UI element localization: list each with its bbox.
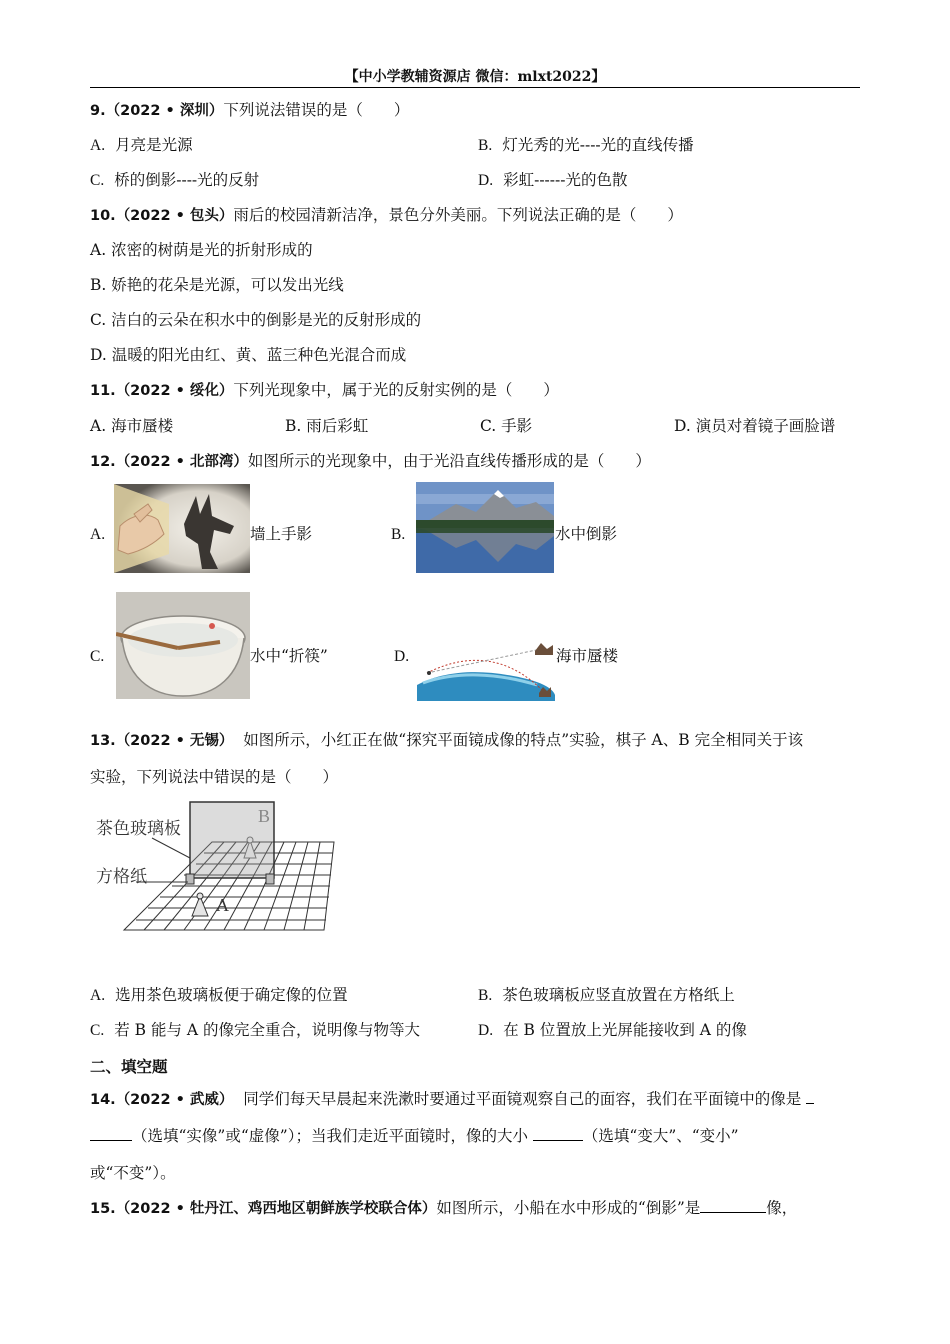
- water-reflection-image: [416, 482, 554, 573]
- question-number: 13.: [90, 733, 116, 749]
- mirage-image: [417, 639, 555, 701]
- option-a: A. 月亮是光源: [90, 136, 193, 154]
- option-b: B. 雨后彩虹: [285, 417, 369, 435]
- question-number: 15.: [90, 1201, 116, 1217]
- question-13-stem-cont: 实验，下列说法中错误的是（ ）: [90, 768, 339, 786]
- question-13-stem: [90, 729, 803, 752]
- question-text: 如图所示的光现象中，由于光沿直线传播形成的是（ ）: [247, 452, 651, 470]
- question-12-stem: [90, 450, 651, 473]
- question-14-stem-cont: （选填“实像”或“虚像”）；当我们走近平面镜时，像的大小 （选填“变大”、“变小”: [90, 1125, 739, 1147]
- header-divider: [90, 87, 860, 88]
- answer-blank[interactable]: [700, 1198, 766, 1213]
- option-a: A. 浓密的树荫是光的折射形成的: [90, 241, 313, 259]
- option-d: D. 演员对着镜子画脸谱: [674, 417, 836, 435]
- question-text: 下列说法错误的是（ ）: [223, 101, 410, 119]
- question-text: 雨后的校园清新洁净，景色分外美丽。下列说法正确的是（ ）: [233, 206, 683, 224]
- question-number: 11.: [90, 383, 116, 399]
- question-text: 如图所示，小红正在做“探究平面镜成像的特点”实验，棋子 A、B 完全相同关于该: [243, 731, 804, 749]
- mirror-experiment-diagram: [92, 800, 337, 935]
- option-a: A. 选用茶色玻璃板便于确定像的位置: [90, 986, 348, 1004]
- option-c: C. 桥的倒影----光的反射: [90, 171, 260, 189]
- option-b: B. 灯光秀的光----光的直线传播: [478, 136, 694, 154]
- question-text: 如图所示，小船在水中形成的“倒影”是: [436, 1199, 701, 1217]
- option-c: C. 洁白的云朵在积水中的倒影是光的反射形成的: [90, 311, 422, 329]
- answer-blank[interactable]: [90, 1126, 132, 1141]
- question-source: （2022 • 无锡）: [115, 733, 234, 749]
- option-b: B. 娇艳的花朵是光源，可以发出光线: [90, 276, 344, 294]
- piece-b-label: B: [258, 806, 271, 826]
- option-d-label: D.: [394, 648, 410, 665]
- question-number: 14.: [90, 1092, 116, 1108]
- option-b-caption: 水中倒影: [555, 525, 618, 543]
- option-a-caption: 墙上手影: [250, 525, 313, 543]
- option-c: C. 手影: [480, 417, 533, 435]
- option-c-caption: 水中“折筷”: [250, 647, 328, 665]
- question-source: （2022 • 深圳）: [105, 103, 224, 119]
- question-source: （2022 • 北部湾）: [115, 454, 248, 470]
- answer-blank[interactable]: [533, 1126, 583, 1141]
- question-source: （2022 • 绥化）: [115, 383, 234, 399]
- question-14-stem: [90, 1088, 814, 1111]
- option-a-label: A.: [90, 526, 106, 543]
- option-c-label: C.: [90, 648, 105, 665]
- glass-plate-label: 茶色玻璃板: [96, 819, 181, 838]
- option-d: D. 温暖的阳光由红、黄、蓝三种色光混合而成: [90, 346, 407, 364]
- question-9-stem: [90, 99, 409, 122]
- question-15-stem: 15.（2022 • 牡丹江、鸡西地区朝鲜族学校联合体）如图所示，小船在水中形成的“倒影”是 像，: [90, 1199, 798, 1217]
- option-c: C. 若 B 能与 A 的像完全重合，说明像与物等大: [90, 1021, 421, 1039]
- question-number: 12.: [90, 454, 116, 470]
- question-number: 9.: [90, 103, 106, 119]
- question-10-stem: [90, 204, 683, 227]
- bent-chopsticks-image: [116, 592, 250, 699]
- question-text: 下列光现象中，属于光的反射实例的是（ ）: [233, 381, 559, 399]
- section-title-fill-in: 二、填空题: [90, 1058, 168, 1076]
- option-b: B. 茶色玻璃板应竖直放置在方格纸上: [478, 986, 735, 1004]
- question-source: （2022 • 牡丹江、鸡西地区朝鲜族学校联合体）: [115, 1201, 437, 1217]
- option-b-label: B.: [391, 526, 406, 543]
- grid-paper-label: 方格纸: [96, 867, 147, 886]
- question-number: 10.: [90, 208, 116, 224]
- question-source: （2022 • 武威）: [115, 1092, 234, 1108]
- piece-a-label: A: [216, 895, 229, 915]
- question-text: 同学们每天早晨起来洗漱时要通过平面镜观察自己的面容，我们在平面镜中的像是: [243, 1090, 802, 1108]
- question-source: （2022 • 包头）: [115, 208, 234, 224]
- option-a: A. 海市蜃楼: [90, 417, 174, 435]
- page-header: 【中小学教辅资源店 微信：mlxt2022】: [344, 69, 606, 85]
- question-14-stem-end: 或“不变”）。: [90, 1164, 176, 1182]
- option-d: D. 在 B 位置放上光屏能接收到 A 的像: [478, 1021, 747, 1039]
- answer-blank[interactable]: [806, 1089, 814, 1104]
- question-11-stem: [90, 379, 559, 402]
- hand-shadow-image: [114, 484, 250, 573]
- option-d-caption: 海市蜃楼: [556, 647, 619, 665]
- option-d: D. 彩虹------光的色散: [478, 171, 628, 189]
